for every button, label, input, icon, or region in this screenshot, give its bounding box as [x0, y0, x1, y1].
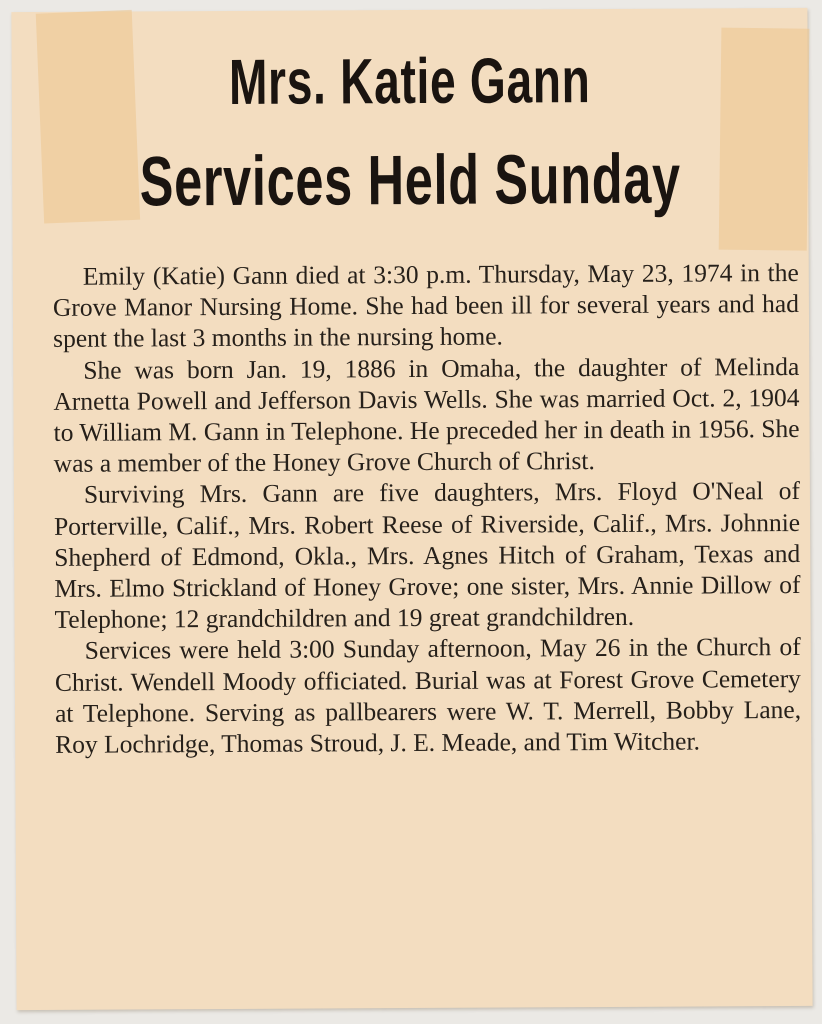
paragraph-birth: She was born Jan. 19, 1886 in Omaha, the daughter of Melinda Arnetta Powell and Jefferson Davis Wells. She was married Oct. 2, 1904 to William M. Gann in Telephone. He preceded her in death in 1956. She was a member of the Honey Grove Church of Christ.: [53, 351, 800, 479]
paragraph-survivors: Surviving Mrs. Gann are five daughters, Mrs. Floyd O'Neal of Porterville, Calif., Mrs. Robert Reese of Riverside, Calif., Mrs. Johnnie Shepherd of Edmond, Okla., Mrs. Agnes Hitch of Graham, Texas and Mrs. Elmo Strickland of Honey Grove; one sister, Mrs. Annie Dillow of Telephone; 12 grandchildren and 19 great grandchildren.: [54, 476, 801, 635]
headline-subtitle: Services Held Sunday: [139, 139, 681, 221]
newspaper-clipping: [11, 8, 812, 1010]
tape-strip-right: [719, 28, 810, 251]
headline-name: Mrs. Katie Gann: [228, 44, 591, 118]
paragraph-services: Services were held 3:00 Sunday afternoon, May 26 in the Church of Christ. Wendell Moody officiated. Burial was at Forest Grove Cemetery at Telephone. Serving as pallbearers were W. T. Merrell, Bobby Lane, Roy Lochridge, Thomas Stroud, J. E. Meade, and Tim Witcher.: [54, 632, 802, 759]
obituary-body: [53, 257, 802, 760]
paragraph-death: Emily (Katie) Gann died at 3:30 p.m. Thursday, May 23, 1974 in the Grove Manor Nursing Home. She had been ill for several years and had spent the last 3 months in the nursing home.: [52, 257, 800, 354]
